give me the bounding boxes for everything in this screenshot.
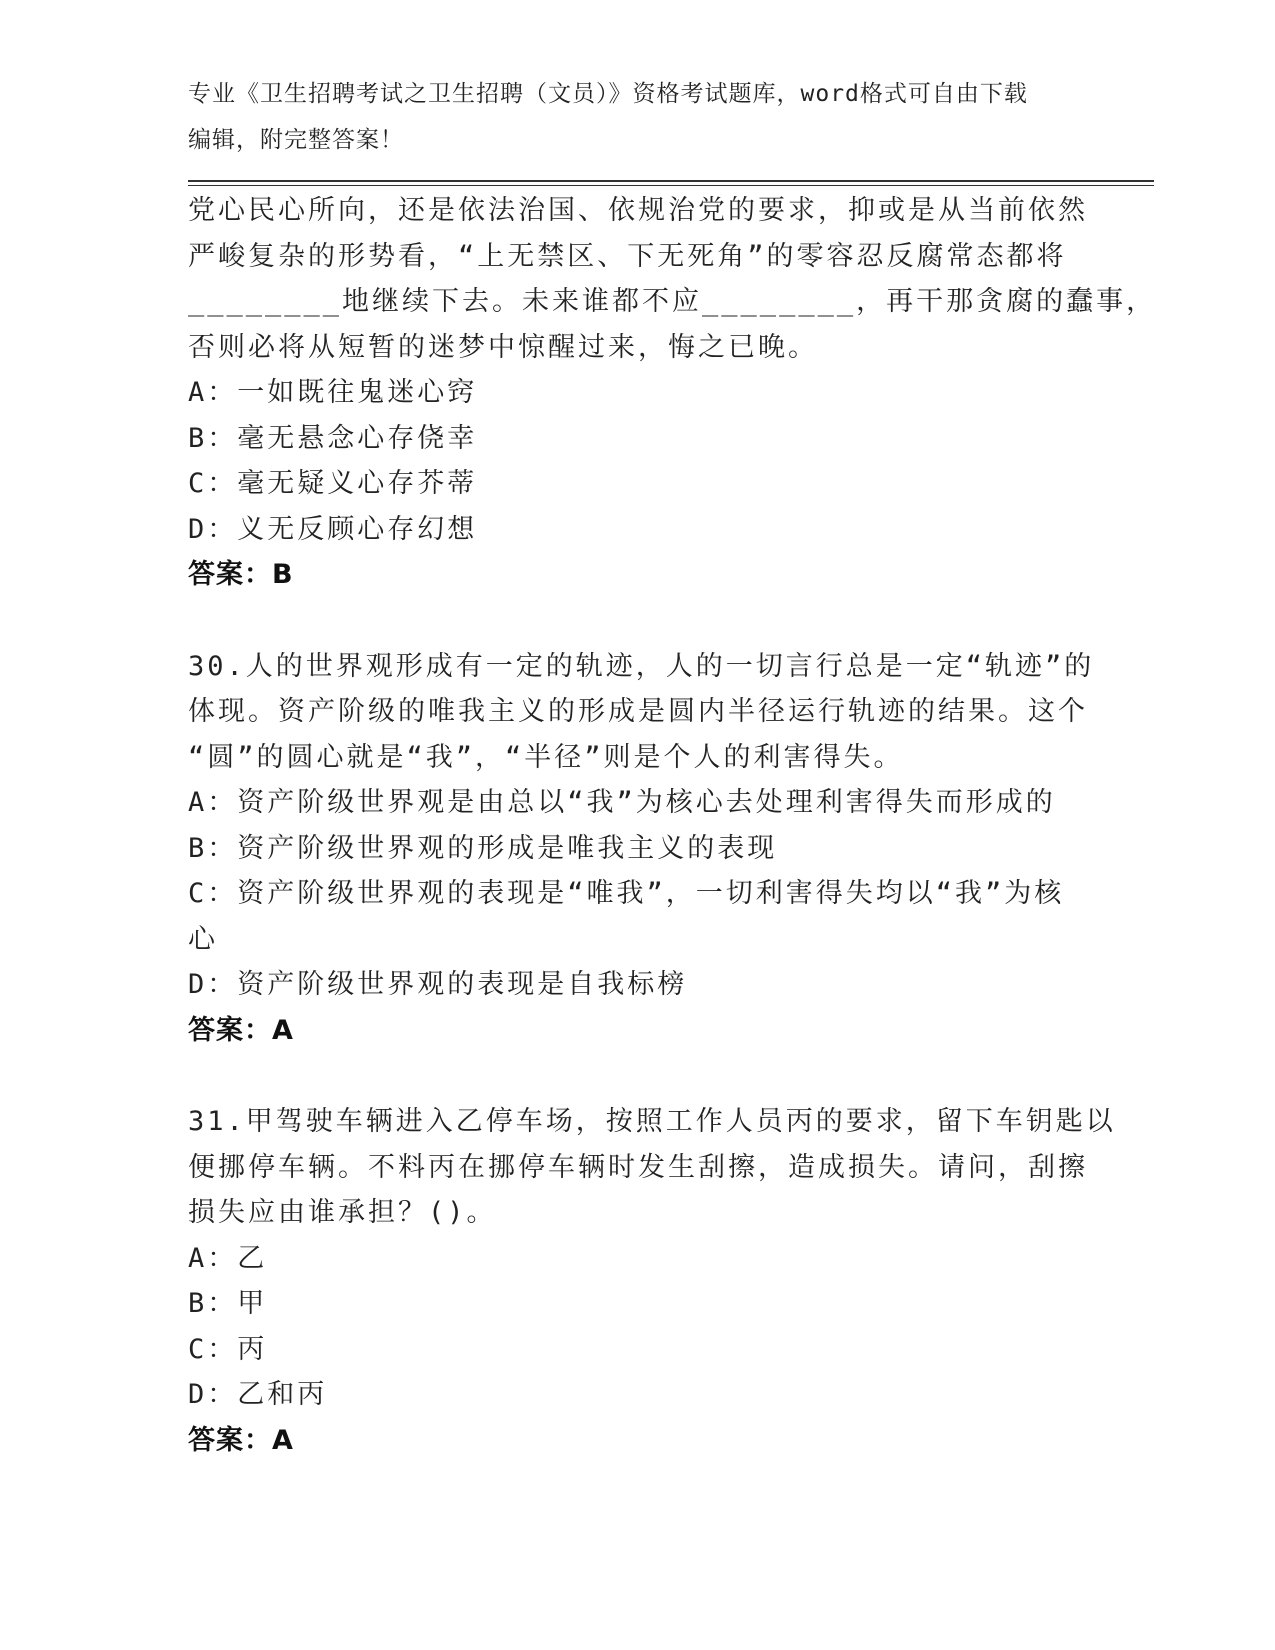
- question-text-line: 严峻复杂的形势看，“上无禁区、下无死角”的零容忍反腐常态都将: [188, 240, 1067, 272]
- document-header: [188, 72, 1088, 163]
- question-30: [188, 644, 1095, 1054]
- question-text-line: 31.甲驾驶车辆进入乙停车场，按照工作人员丙的要求，留下车钥匙以: [188, 1106, 1116, 1137]
- option-a: A：一如既往鬼迷心窍: [188, 377, 478, 408]
- question-29: [188, 188, 1157, 598]
- question-content: [188, 188, 1157, 1463]
- question-text-line: 体现。资产阶级的唯我主义的形成是圆内半径运行轨迹的结果。这个: [188, 696, 1088, 727]
- question-text-line: 否则必将从短暂的迷梦中惊醒过来，悔之已晚。: [188, 331, 818, 363]
- answer-label: 答案：B: [188, 559, 294, 590]
- question-text-line: ________地继续下去。未来谁都不应________，再干那贪腐的蠢事，: [188, 286, 1157, 317]
- question-text-line: 损失应由谁承担？()。: [188, 1197, 497, 1228]
- answer-label: 答案：A: [188, 1424, 294, 1456]
- header-line-1: 专业《卫生招聘考试之卫生招聘（文员）》资格考试题库，word格式可自由下载: [188, 81, 1028, 107]
- option-b: B：资产阶级世界观的形成是唯我主义的表现: [188, 832, 778, 864]
- option-c: C：毫无疑义心存芥蒂: [188, 468, 478, 499]
- option-c-continued: 心: [188, 923, 218, 955]
- question-text-line: “圆”的圆心就是“我”，“半径”则是个人的利害得失。: [188, 741, 904, 773]
- option-c: C：资产阶级世界观的表现是“唯我”，一切利害得失均以“我”为核: [188, 878, 1065, 909]
- question-text-line: 30.人的世界观形成有一定的轨迹，人的一切言行总是一定“轨迹”的: [188, 650, 1095, 682]
- option-b: B：甲: [188, 1288, 268, 1319]
- option-c: C：丙: [188, 1333, 268, 1365]
- answer-label: 答案：A: [188, 1014, 294, 1046]
- header-line-2: 编辑，附完整答案！: [188, 126, 404, 153]
- question-31: [188, 1099, 1116, 1463]
- question-text-line: 党心民心所向，还是依法治国、依规治党的要求，抑或是从当前依然: [188, 195, 1088, 226]
- option-b: B：毫无悬念心存侥幸: [188, 422, 478, 454]
- option-a: A：乙: [188, 1242, 268, 1274]
- question-text-line: 便挪停车辆。不料丙在挪停车辆时发生刮擦，造成损失。请问，刮擦: [188, 1151, 1088, 1183]
- option-d: D：义无反顾心存幻想: [188, 513, 478, 545]
- option-d: D：乙和丙: [188, 1379, 328, 1410]
- option-a: A：资产阶级世界观是由总以“我”为核心去处理利害得失而形成的: [188, 787, 1056, 818]
- option-d: D：资产阶级世界观的表现是自我标榜: [188, 969, 688, 1000]
- header-divider-thick: [188, 180, 1154, 182]
- header-divider-thin: [188, 185, 1154, 186]
